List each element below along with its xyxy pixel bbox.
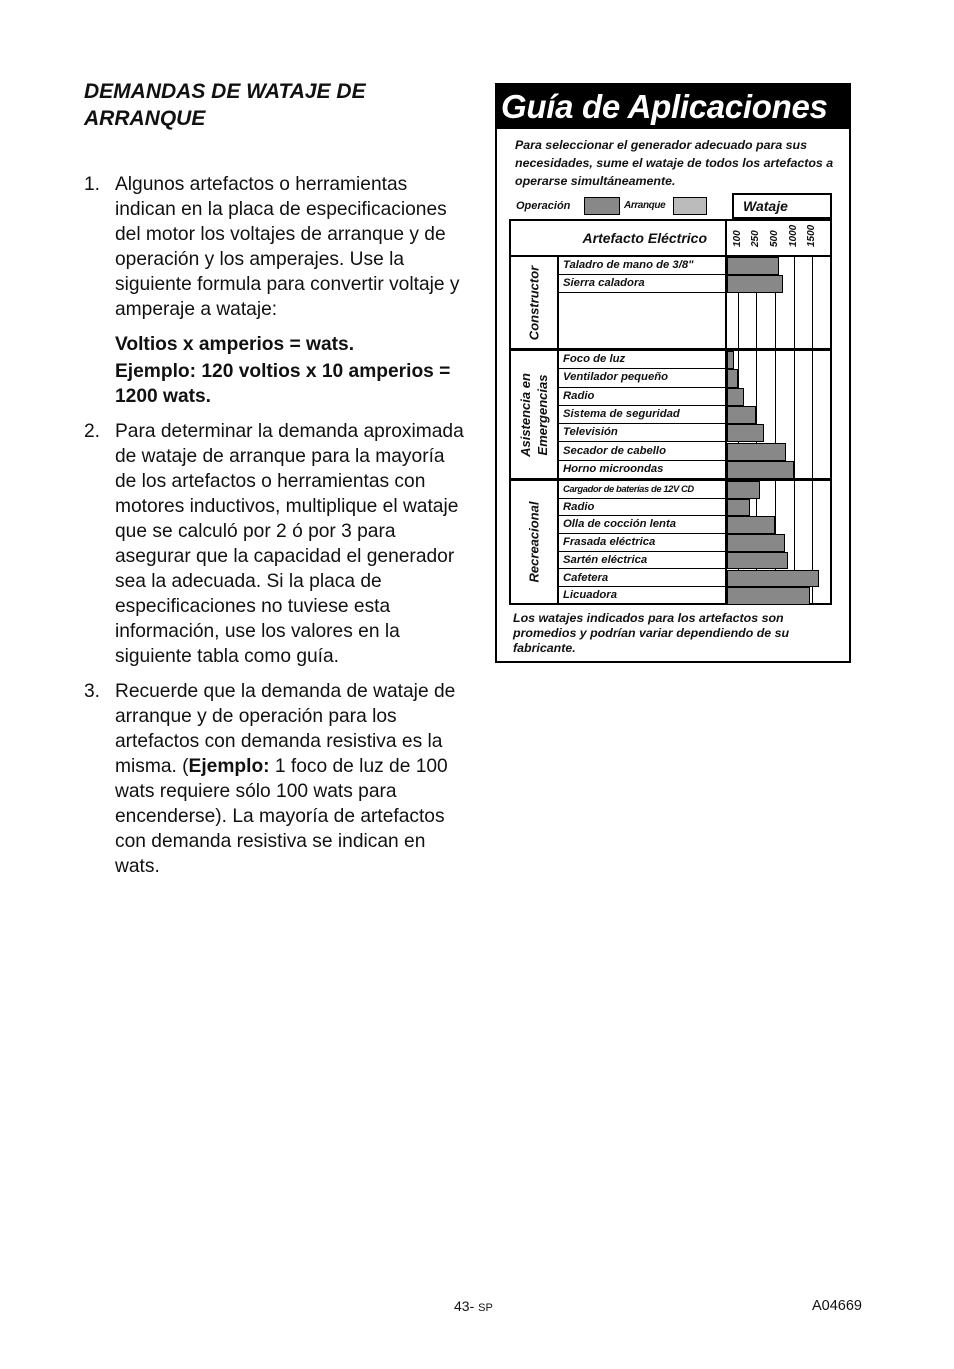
application-guide	[495, 83, 851, 663]
wattage-bar	[727, 369, 738, 387]
appliance-name-column	[559, 257, 727, 349]
document-code: A04669	[812, 1298, 862, 1314]
category-label-line-1: Asistencia en	[518, 373, 533, 457]
wattage-bar	[727, 587, 810, 605]
category-cell	[511, 257, 559, 349]
appliance-row: Televisión	[559, 424, 725, 442]
appliance-row: Sartén eléctrica	[559, 552, 725, 570]
wattage-bar	[727, 257, 779, 275]
category-label	[526, 266, 543, 340]
step-text-bold: Ejemplo:	[188, 756, 270, 777]
step-3	[84, 679, 464, 879]
step-number: 1.	[84, 174, 101, 195]
step-2	[84, 419, 464, 669]
appliance-row: Taladro de mano de 3/8"	[559, 257, 725, 275]
wattage-bar	[727, 275, 783, 293]
page-number-value: 43-	[454, 1298, 475, 1314]
step-text: Algunos artefactos o herramientas indican en la placa de especificaciones del motor los voltajes de arranque y de operación y los amperajes. Use la siguiente formula para convertir voltaje y amperaje a wataje:	[115, 174, 460, 320]
watt-header: Wataje	[732, 193, 832, 219]
appliance-name-column	[559, 481, 727, 603]
appliance-row: Radio	[559, 388, 725, 406]
page-lang: SP	[478, 1302, 493, 1314]
step-text-b: 1 foco de luz de 100 wats requiere sólo 100 wats para encenderse). La mayoría de artefactos con demanda resistiva se indican en wats.	[115, 756, 448, 877]
appliance-row: Cafetera	[559, 570, 725, 588]
step-1	[84, 172, 464, 409]
tick-label: 100	[732, 230, 743, 247]
section-title: DEMANDAS DE WATAJE DE ARRANQUE	[84, 80, 366, 130]
category-cell	[511, 351, 559, 479]
wattage-bar	[727, 351, 734, 369]
legend-operation-swatch	[584, 197, 620, 215]
appliance-row: Sierra caladora	[559, 275, 725, 293]
page-number	[454, 1298, 493, 1314]
wattage-bar	[727, 443, 786, 461]
legend-operation-label: Operación	[516, 200, 571, 212]
tick-label: 1500	[806, 224, 817, 247]
category-label-text: Constructor	[526, 265, 542, 341]
appliance-row: Ventilador pequeño	[559, 369, 725, 387]
guide-intro: Para seleccionar el generador adecuado para sus necesidades, sume el wataje de todos los artefactos a operarse simultáneamente.	[515, 138, 834, 188]
category-cell	[511, 481, 559, 603]
wattage-bar	[727, 388, 744, 406]
appliance-row: Olla de cocción lenta	[559, 516, 725, 534]
wattage-bar	[727, 552, 788, 570]
appliance-row: Licuadora	[559, 587, 725, 605]
steps-list	[84, 172, 464, 879]
category-label-line-2: Emergencias	[535, 374, 550, 456]
tick-label: 250	[750, 230, 761, 247]
instructions-column	[84, 78, 464, 889]
grid-line	[812, 351, 813, 479]
wattage-bar	[727, 424, 764, 442]
wattage-bar	[727, 499, 750, 517]
tick-label: 500	[769, 230, 780, 247]
wattage-bar	[727, 481, 760, 499]
table-header	[511, 221, 830, 257]
guide-footnote: Los watajes indicados para los artefactos son promedios y podrían variar dependiendo de su fabricante.	[513, 611, 790, 655]
formula-text: Voltios x amperios = wats.	[115, 334, 355, 355]
guide-title: Guía de Aplicaciones	[497, 85, 849, 129]
wattage-table	[509, 219, 832, 605]
tick-label: 1000	[788, 224, 799, 247]
appliance-row: Horno microondas	[559, 461, 725, 479]
appliance-row: Frasada eléctrica	[559, 534, 725, 552]
step-number: 3.	[84, 681, 101, 702]
wattage-bar	[727, 570, 819, 588]
appliance-row: Sistema de seguridad	[559, 406, 725, 424]
legend-starting-swatch	[673, 197, 707, 215]
legend-starting-label: Arranque	[624, 200, 666, 211]
appliance-row: Radio	[559, 499, 725, 517]
appliance-row: Secador de cabello	[559, 443, 725, 461]
grid-line	[794, 351, 795, 479]
appliance-row: Foco de luz	[559, 351, 725, 369]
appliance-name-column	[559, 351, 727, 479]
category-label	[526, 502, 543, 583]
column-header: Artefacto Eléctrico	[511, 221, 727, 255]
formula-example: Ejemplo: 120 voltios x 10 amperios = 1200 wats.	[115, 361, 451, 407]
grid-line	[794, 257, 795, 349]
grid-line	[812, 257, 813, 349]
wattage-bar	[727, 534, 785, 552]
step-text: Para determinar la demanda aproximada de wataje de arranque para la mayoría de los artefactos o herramientas con motores inductivos, multiplique el wataje que se calculó por 2 ó por 3 para asegurar que la capacidad el generador sea la adecuada. Si la placa de especificaciones no tuviese esta información, use los valores en la siguiente tabla como guía.	[115, 421, 464, 667]
step-text-a: Recuerde que la demanda de wataje de arranque y de operación para los artefactos con demanda resistiva es la misma. (	[115, 681, 456, 777]
wattage-bar	[727, 516, 775, 534]
appliance-row: Cargador de baterías de 12V CD	[559, 481, 725, 499]
wattage-bar	[727, 406, 756, 424]
category-label-text: Recreacional	[526, 501, 542, 583]
wattage-bar	[727, 461, 794, 479]
category-label	[517, 373, 551, 457]
step-number: 2.	[84, 421, 101, 442]
